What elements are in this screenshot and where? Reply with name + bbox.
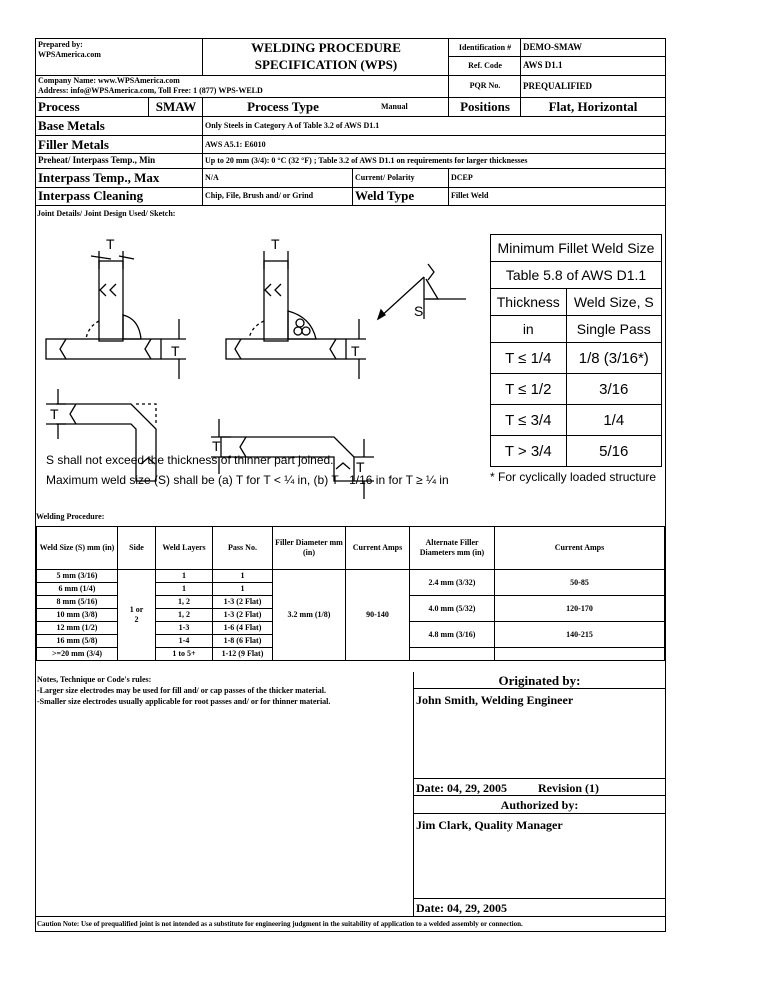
preheat-label: Preheat/ Interpass Temp., Min: [38, 155, 156, 165]
notes-area: [36, 672, 413, 916]
interpass-cleaning-value: Chip, File, Brush and/ or Grind: [205, 191, 314, 200]
authorized-label: Authorized by:: [500, 798, 579, 812]
company-name: Company Name: www.WPSAmerica.com: [38, 76, 180, 85]
process-type-label: Process Type: [247, 99, 319, 114]
sketch-t-label-1: T: [106, 236, 115, 252]
weld-type-label: Weld Type: [355, 188, 415, 203]
date-2-row: [414, 898, 665, 916]
title-line-2: SPECIFICATION (WPS): [254, 57, 398, 72]
prepared-by-cell: [36, 39, 203, 75]
positions-label-cell: [449, 98, 521, 116]
size-row-1-thickness: T ≤ 1/4: [491, 343, 567, 374]
hdr-current-amps: Current Amps: [346, 527, 410, 570]
current-value: 90-140: [346, 570, 410, 661]
sketch-t-label-7: T: [356, 459, 365, 475]
interpass-max-value: N/A: [205, 173, 219, 182]
size-row-4-size: 5/16: [566, 436, 661, 467]
interpass-cleaning-value-cell: [203, 188, 353, 205]
ref-code-label-cell: [449, 57, 521, 75]
process-row: [36, 98, 665, 117]
alt-row-3-current: 140-215: [495, 622, 665, 648]
row-1-pass: 1: [213, 570, 273, 583]
hdr-filler-diameter: Filler Diameter mm (in): [273, 527, 346, 570]
notes-title: Notes, Technique or Code's rules:: [37, 675, 152, 684]
company-address: Address: info@WPSAmerica.com, Toll Free: 1 (877) WPS-WELD: [38, 86, 263, 95]
hdr-weld-layers: Weld Layers: [156, 527, 213, 570]
hdr-weld-size: Weld Size (S) mm (in): [37, 527, 118, 570]
row-3-pass: 1-3 (2 Flat): [213, 596, 273, 609]
process-label-cell: [36, 98, 149, 116]
row-2-size: 6 mm (1/4): [37, 583, 118, 596]
weld-type-label-cell: [353, 188, 449, 205]
header-row: [36, 39, 665, 76]
authorized-header: [414, 796, 665, 814]
originated-label: Originated by:: [498, 673, 581, 688]
caution-note: Caution Note: Use of prequalified joint is not intended as a substitute for engineering judgment in the suitability of application to a welded assembly or connection.: [37, 920, 523, 928]
col-thickness: Thickness: [491, 289, 567, 316]
hdr-alt-current: Current Amps: [495, 527, 665, 570]
procedure-table: [36, 526, 665, 661]
row-4-size: 10 mm (3/8): [37, 609, 118, 622]
preheat-label-cell: [36, 154, 203, 168]
sketch-tjoint1-base: [46, 339, 161, 359]
current-polarity-label: Current/ Polarity: [355, 173, 415, 182]
row-3-size: 8 mm (5/16): [37, 596, 118, 609]
prepared-by-value: WPSAmerica.com: [38, 50, 101, 59]
prepared-by-label: Prepared by:: [38, 40, 83, 49]
filler-metals-value: AWS A5.1: E6010: [205, 140, 266, 149]
row-6-size: 16 mm (5/8): [37, 635, 118, 648]
company-cell: [36, 76, 449, 97]
col-in: in: [491, 316, 567, 343]
interpass-cleaning-row: [36, 188, 665, 206]
row-7-layers: 1 to 5+: [156, 648, 213, 661]
base-metals-label-cell: [36, 117, 203, 135]
hdr-side: Side: [118, 527, 156, 570]
hdr-alt-filler: Alternate Filler Diameters mm (in): [410, 527, 495, 570]
process-type-value: Manual: [381, 102, 408, 111]
row-1-size: 5 mm (3/16): [37, 570, 118, 583]
interpass-max-label: Interpass Temp., Max: [38, 170, 160, 185]
base-metals-row: [36, 117, 665, 136]
alt-row-2-current: 120-170: [495, 596, 665, 622]
base-metals-label: Base Metals: [38, 118, 105, 133]
alt-row-empty-2: [495, 648, 665, 661]
filler-metals-label-cell: [36, 136, 203, 153]
pqr-label: PQR No.: [469, 81, 501, 90]
originated-name: John Smith, Welding Engineer: [416, 693, 574, 707]
ref-code-value-cell: [521, 57, 665, 75]
process-type-value-cell: [363, 98, 449, 116]
date-revision-row: [414, 778, 665, 796]
pqr-value: PREQUALIFIED: [523, 81, 593, 91]
identification-value: DEMO-SMAW: [523, 42, 582, 52]
sketch-tjoint1-web: [99, 261, 123, 341]
filler-value: 3.2 mm (1/8): [273, 570, 346, 661]
sketch-t-label-2: T: [271, 236, 280, 252]
interpass-cleaning-label: Interpass Cleaning: [38, 188, 144, 203]
current-polarity-label-cell: [353, 169, 449, 187]
joint-note-1: S shall not exceed the thickness of thinner part joined.: [46, 453, 334, 467]
interpass-max-label-cell: [36, 169, 203, 187]
ref-code-label: Ref. Code: [468, 61, 502, 70]
identification-label: Identification #: [458, 43, 512, 52]
sketch-t-label-5: T: [50, 406, 59, 422]
row-6-pass: 1-8 (6 Flat): [213, 635, 273, 648]
row-7-pass: 1-12 (9 Flat): [213, 648, 273, 661]
signoff-area: [413, 672, 665, 916]
min-fillet-table: [490, 234, 662, 467]
joint-note-2: Maximum weld size (S) shall be (a) T for T < ¼ in, (b) T - 1/16 in for T ≥ ¼ in: [46, 473, 449, 487]
current-polarity-value: DCEP: [451, 173, 473, 182]
filler-metals-label: Filler Metals: [38, 137, 109, 152]
row-5-size: 12 mm (1/2): [37, 622, 118, 635]
revision: Revision (1): [538, 781, 599, 795]
preheat-row: [36, 154, 665, 169]
sketch-tjoint2-web: [264, 261, 288, 341]
date-1: Date: 04, 29, 2005: [416, 781, 507, 795]
row-3-layers: 1, 2: [156, 596, 213, 609]
size-row-3-size: 1/4: [566, 405, 661, 436]
title-cell: [203, 39, 449, 75]
side-value: [118, 570, 156, 661]
sketch-tjoint1-weld: [123, 315, 141, 339]
date-2: Date: 04, 29, 2005: [416, 901, 507, 915]
size-row-2-thickness: T ≤ 1/2: [491, 374, 567, 405]
row-1-layers: 1: [156, 570, 213, 583]
base-metals-value: Only Steels in Category A of Table 3.2 of AWS D1.1: [205, 121, 380, 130]
alt-row-2-diameter: 4.0 mm (5/32): [410, 596, 495, 622]
sketch-t-label-6: T: [212, 438, 221, 454]
pqr-label-cell: [449, 76, 521, 97]
identification-label-cell: [449, 39, 521, 57]
joint-details-label: Joint Details/ Joint Design Used/ Sketch:: [37, 209, 176, 218]
process-value-cell: [149, 98, 203, 116]
alt-row-1-diameter: 2.4 mm (3/32): [410, 570, 495, 596]
positions-label: Positions: [460, 99, 510, 114]
min-fillet-title: Minimum Fillet Weld Size: [491, 235, 662, 262]
sketch-t-label-4: T: [351, 343, 360, 359]
sketch-tjoint2-base: [226, 339, 346, 359]
company-row: [36, 76, 665, 98]
process-label: Process: [38, 99, 80, 114]
alt-row-3-diameter: 4.8 mm (3/16): [410, 622, 495, 648]
authorized-name: Jim Clark, Quality Manager: [416, 818, 563, 832]
row-4-pass: 1-3 (2 Flat): [213, 609, 273, 622]
welding-procedure-label: Welding Procedure:: [36, 512, 105, 521]
interpass-cleaning-label-cell: [36, 188, 203, 205]
caution-row: [36, 916, 665, 931]
size-row-3-thickness: T ≤ 3/4: [491, 405, 567, 436]
sketch-tjoint2-weld: [288, 311, 316, 339]
size-row-2-size: 3/16: [566, 374, 661, 405]
col-weld-size: Weld Size, S: [566, 289, 661, 316]
notes-line-1: -Larger size electrodes may be used for fill and/ or cap passes of the thicker material.: [37, 686, 326, 695]
row-6-layers: 1-4: [156, 635, 213, 648]
min-fillet-footnote: * For cyclically loaded structure: [490, 470, 657, 484]
process-type-label-cell: [203, 98, 363, 116]
min-fillet-ref: Table 5.8 of AWS D1.1: [491, 262, 662, 289]
interpass-max-value-cell: [203, 169, 353, 187]
col-single-pass: Single Pass: [566, 316, 661, 343]
sketch-tjoint1-t-arrow-left: [91, 256, 111, 259]
size-row-1-size: 1/8 (3/16*): [566, 343, 661, 374]
interpass-max-row: [36, 169, 665, 188]
filler-metals-row: [36, 136, 665, 154]
ref-code-value: AWS D1.1: [523, 60, 563, 70]
row-2-layers: 1: [156, 583, 213, 596]
title-line-1: WELDING PROCEDURE: [251, 40, 401, 55]
fillet-weld-symbol: [426, 279, 438, 299]
process-value: SMAW: [155, 99, 197, 114]
originated-header: [414, 672, 665, 689]
size-row-4-thickness: T > 3/4: [491, 436, 567, 467]
row-5-layers: 1-3: [156, 622, 213, 635]
wps-form: [35, 38, 666, 932]
row-7-size: >=20 mm (3/4): [37, 648, 118, 661]
positions-value: Flat, Horizontal: [548, 99, 638, 114]
notes-line-2: -Smaller size electrodes usually applicable for root passes and/ or for thinner material.: [37, 697, 331, 706]
row-2-pass: 1: [213, 583, 273, 596]
weld-type-value: Fillet Weld: [451, 191, 489, 200]
row-5-pass: 1-6 (4 Flat): [213, 622, 273, 635]
row-4-layers: 1, 2: [156, 609, 213, 622]
alt-row-1-current: 50-85: [495, 570, 665, 596]
preheat-value: Up to 20 mm (3/4): 0 °C (32 °F) ; Table 3.2 of AWS D1.1 on requirements for larger thicknesses: [205, 156, 528, 165]
side-value-text: 1 or 2: [129, 605, 144, 624]
alt-row-empty-1: [410, 648, 495, 661]
hdr-pass-no: Pass No.: [213, 527, 273, 570]
identification-value-cell: [521, 39, 665, 57]
sketch-s-label: S: [414, 303, 424, 319]
sketch-t-label-3: T: [171, 343, 180, 359]
